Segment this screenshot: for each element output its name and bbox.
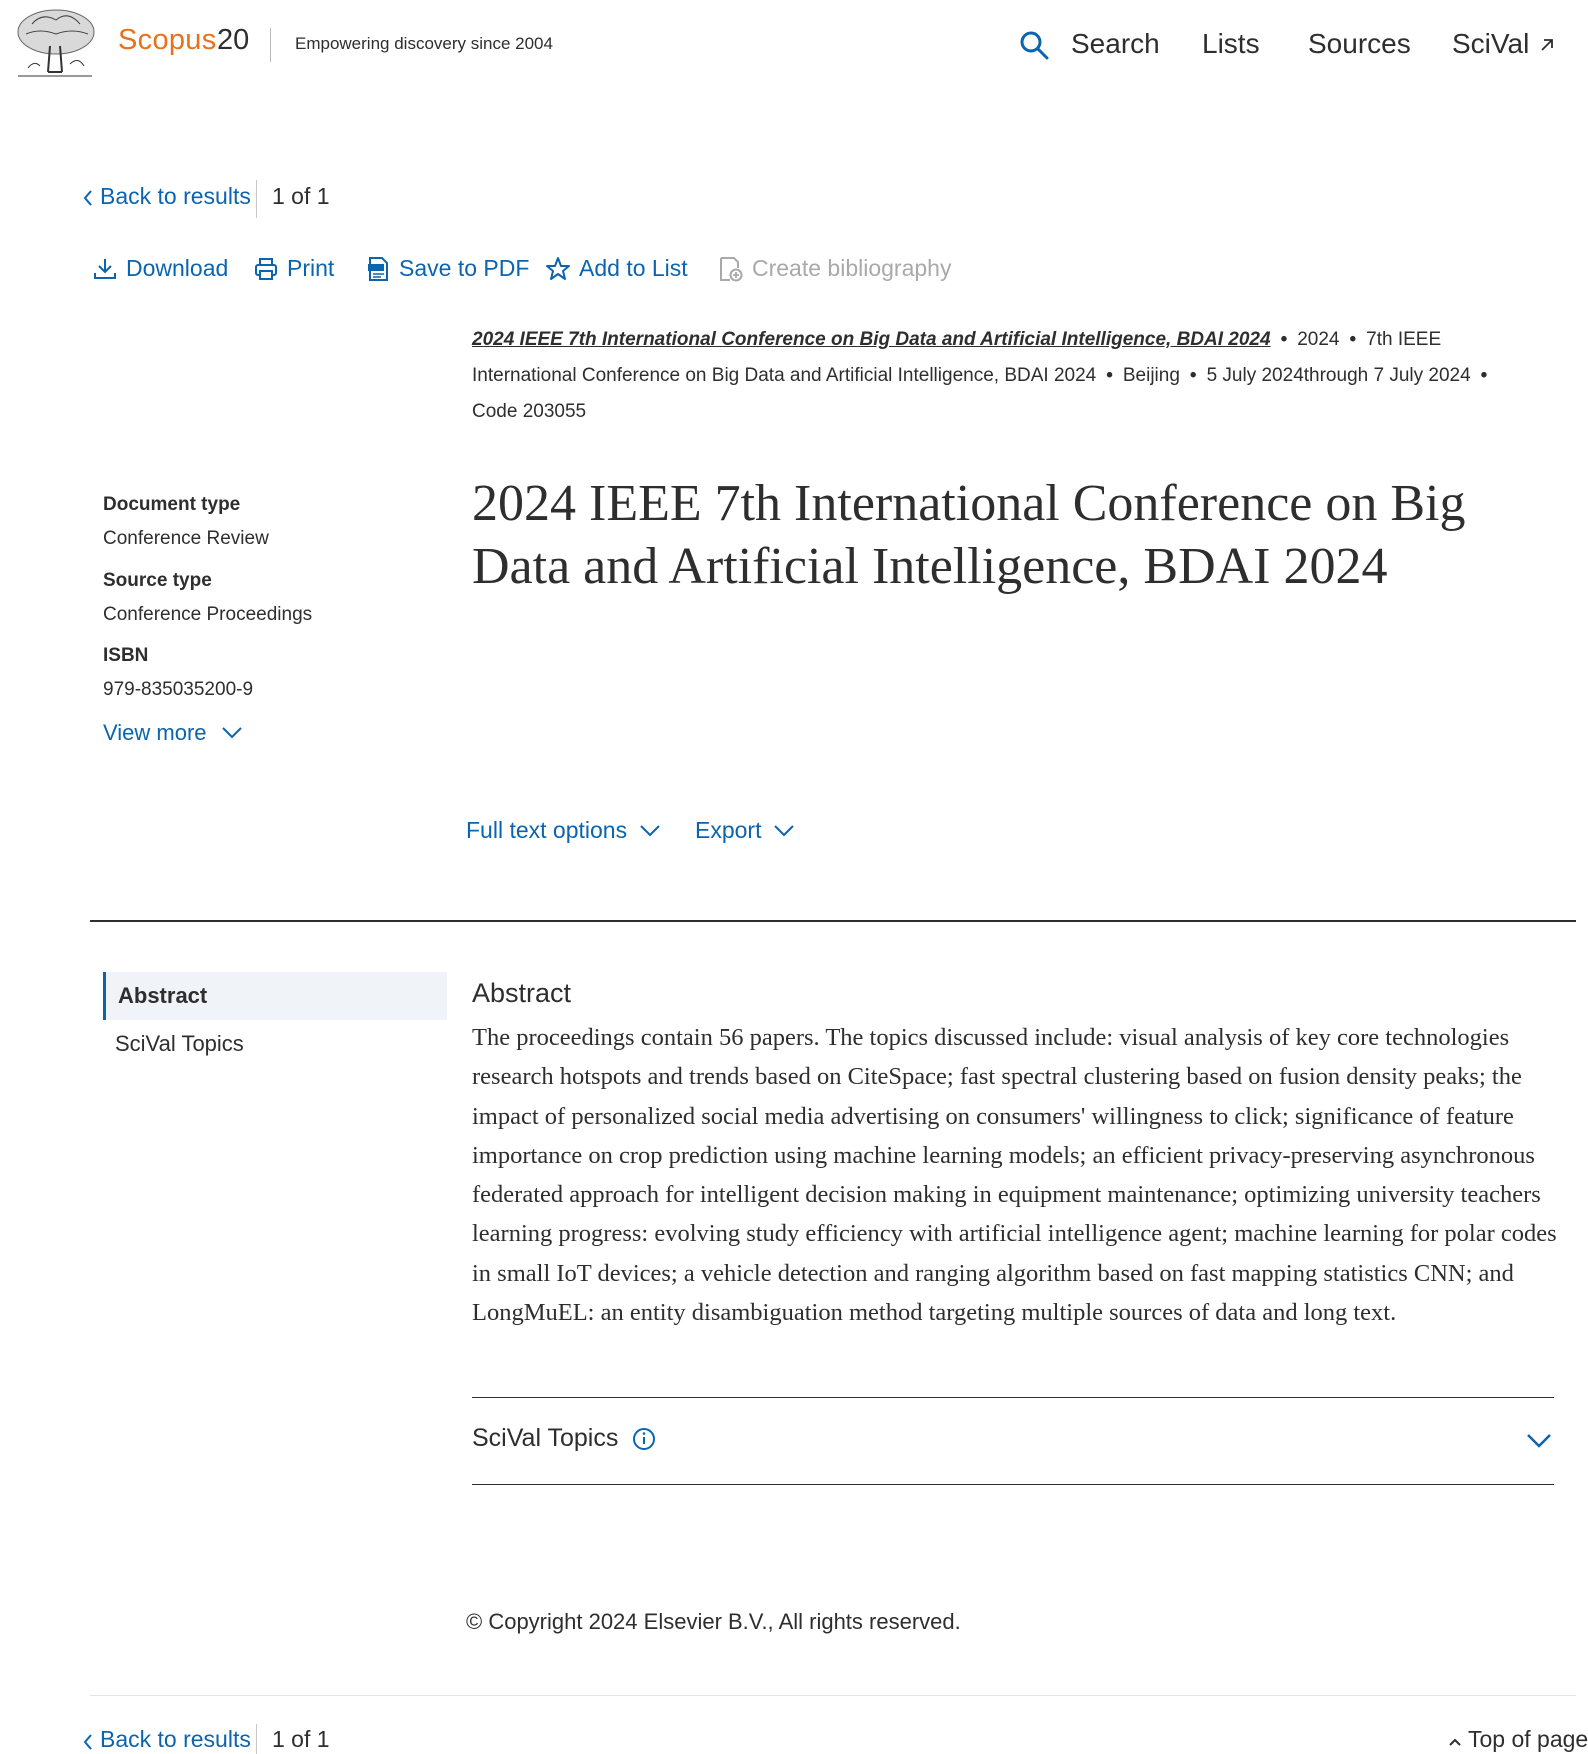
nav-scival-label: SciVal bbox=[1452, 28, 1530, 59]
isbn-value: 979-835035200-9 bbox=[103, 679, 254, 700]
add-to-list-label: Add to List bbox=[579, 255, 688, 281]
brand-anniversary-badge: 20 bbox=[217, 24, 250, 56]
save-pdf-label: Save to PDF bbox=[399, 255, 530, 281]
separator-dot: • bbox=[1106, 365, 1113, 386]
scival-topics-heading: SciVal Topics bbox=[472, 1424, 619, 1452]
scopus-brand[interactable]: Scopus bbox=[118, 24, 217, 56]
source-type-label: Source type bbox=[103, 570, 212, 591]
source-dates: 5 July 2024through 7 July 2024 bbox=[1206, 365, 1471, 386]
nav-search[interactable]: Search bbox=[1071, 28, 1160, 59]
tagline: Empowering discovery since 2004 bbox=[295, 34, 553, 53]
source-conference-name-cont: International Conference on Big Data and Artificial Intelligence, BDAI 2024 bbox=[472, 365, 1097, 386]
star-icon bbox=[545, 256, 571, 282]
section-side-nav bbox=[103, 972, 447, 1068]
meta-source-type bbox=[103, 570, 423, 626]
separator-dot: • bbox=[1280, 329, 1288, 350]
footer-result-counter: 1 of 1 bbox=[272, 1726, 330, 1752]
source-title-link[interactable]: 2024 IEEE 7th International Conference on Big Data and Artificial Intelligence, BDAI 2024 bbox=[472, 329, 1271, 350]
info-icon[interactable] bbox=[632, 1427, 656, 1451]
source-conference-name: 7th IEEE bbox=[1366, 329, 1442, 350]
printer-icon bbox=[253, 256, 279, 282]
print-label: Print bbox=[287, 255, 335, 281]
chevron-up-icon bbox=[1448, 1737, 1462, 1747]
export-dropdown[interactable] bbox=[695, 817, 795, 844]
side-nav-abstract[interactable]: Abstract bbox=[103, 972, 447, 1020]
search-icon[interactable] bbox=[1019, 30, 1049, 60]
document-type-value: Conference Review bbox=[103, 528, 269, 549]
abstract-text: The proceedings contain 56 papers. The topics discussed include: visual analysis of key core technologies research hotspots and trends based on CiteSpace; fast spectral clustering based on fusion density peaks; the impact of personalized social media advertising on consumers' willingness to click; significance of feature importance on crop prediction using machine learning models; an efficient privacy-preserving asynchronous federated approach for intelligent decision making in equipment maintenance; optimizing university teachers learning progress: evolving study efficiency with artificial intelligence agent; machine learning for polar codes in small IoT devices; a vehicle detection and ranging algorithm based on fast mapping statistics CNN; and LongMuEL: an entity disambiguation method targeting multiple sources of data and long text. bbox=[472, 1024, 1557, 1327]
meta-isbn bbox=[103, 645, 423, 701]
add-to-list-button[interactable] bbox=[545, 255, 688, 282]
pdf-file-icon bbox=[365, 256, 391, 282]
download-icon bbox=[92, 256, 118, 282]
top-header bbox=[0, 0, 1576, 88]
external-link-icon bbox=[1539, 37, 1555, 53]
chevron-down-icon bbox=[221, 726, 243, 740]
nav-lists[interactable]: Lists bbox=[1202, 28, 1260, 59]
source-code: Code 203055 bbox=[472, 401, 587, 422]
elsevier-tree-logo[interactable] bbox=[12, 6, 98, 80]
scival-topics-section[interactable] bbox=[472, 1424, 656, 1453]
pager-divider bbox=[256, 180, 257, 218]
full-text-options-label: Full text options bbox=[466, 817, 628, 843]
chevron-left-icon[interactable] bbox=[82, 1733, 94, 1751]
document-title: 2024 IEEE 7th International Conference on Big Data and Artificial Intelligence, BDAI 2024 bbox=[472, 475, 1466, 595]
footer-pager-divider bbox=[256, 1724, 257, 1754]
separator-dot: • bbox=[1480, 365, 1488, 386]
topics-bottom-divider bbox=[472, 1484, 1554, 1485]
chevron-down-icon[interactable] bbox=[1526, 1432, 1552, 1450]
top-of-page-label: Top of page bbox=[1468, 1726, 1588, 1752]
isbn-label: ISBN bbox=[103, 645, 149, 666]
footer-back-to-results-link[interactable]: Back to results bbox=[100, 1726, 251, 1752]
save-pdf-button[interactable] bbox=[365, 255, 529, 282]
bibliography-icon bbox=[718, 256, 744, 282]
separator-dot: • bbox=[1349, 329, 1357, 350]
print-button[interactable] bbox=[253, 255, 334, 282]
meta-document-type bbox=[103, 494, 423, 550]
footer-divider bbox=[90, 1695, 1576, 1696]
chevron-left-icon[interactable] bbox=[82, 189, 94, 207]
source-location: Beijing bbox=[1122, 365, 1180, 386]
export-label: Export bbox=[695, 817, 762, 843]
nav-sources[interactable]: Sources bbox=[1308, 28, 1411, 59]
result-counter: 1 of 1 bbox=[272, 183, 330, 209]
side-nav-scival-topics[interactable]: SciVal Topics bbox=[115, 1031, 244, 1056]
download-button[interactable] bbox=[92, 255, 228, 282]
abstract-heading: Abstract bbox=[472, 978, 572, 1008]
chevron-down-icon bbox=[639, 824, 661, 838]
download-label: Download bbox=[126, 255, 229, 281]
top-of-page-link[interactable] bbox=[1448, 1726, 1588, 1753]
view-more-button[interactable] bbox=[103, 720, 243, 746]
section-divider bbox=[90, 920, 1576, 922]
chevron-down-icon bbox=[773, 824, 795, 838]
full-text-options-dropdown[interactable] bbox=[466, 817, 661, 844]
back-to-results-link[interactable]: Back to results bbox=[100, 183, 251, 209]
create-bibliography-button[interactable] bbox=[718, 255, 951, 282]
nav-scival[interactable] bbox=[1452, 28, 1555, 60]
document-type-label: Document type bbox=[103, 494, 241, 515]
source-info bbox=[472, 322, 1532, 430]
separator-dot: • bbox=[1189, 365, 1197, 386]
create-bibliography-label: Create bibliography bbox=[752, 255, 952, 281]
source-year: 2024 bbox=[1297, 329, 1340, 350]
copyright-notice: © Copyright 2024 Elsevier B.V., All rights reserved. bbox=[466, 1609, 961, 1634]
view-more-label: View more bbox=[103, 720, 207, 745]
topics-top-divider bbox=[472, 1397, 1554, 1398]
header-divider bbox=[270, 28, 271, 62]
source-type-value: Conference Proceedings bbox=[103, 604, 313, 625]
